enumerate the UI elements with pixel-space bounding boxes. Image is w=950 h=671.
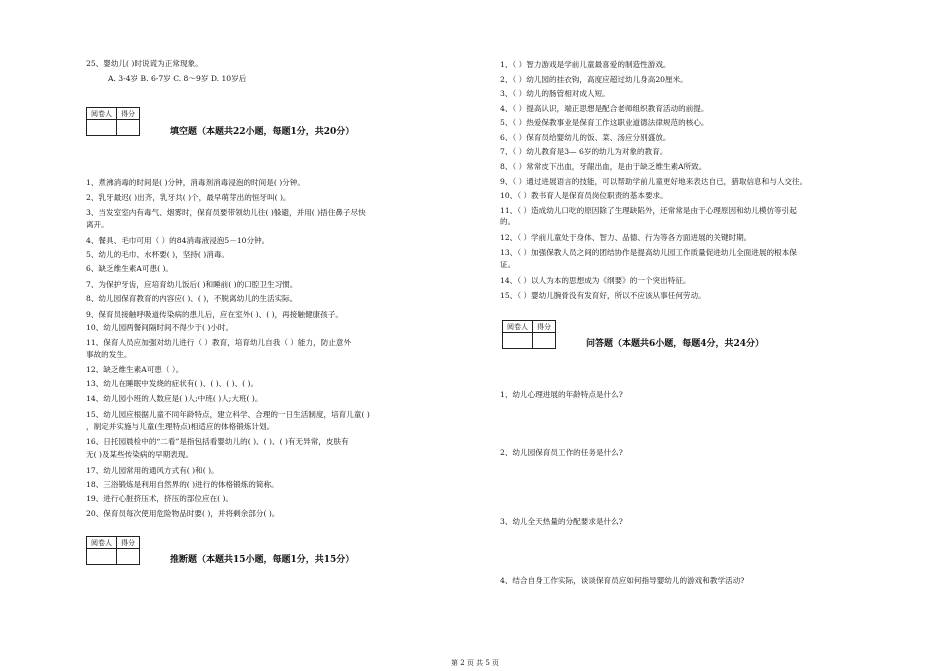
judge-question-line: 14、（ ）以人为本的思想成为《纲要》的一个突出特征。 [500, 276, 691, 285]
judge-question-line: 证。 [500, 260, 516, 269]
fill-question-line: 17、幼儿园常用的通风方式有( )和( )。 [86, 466, 219, 475]
score-header-score: 得分 [117, 537, 140, 549]
judge-question-line: 2、（ ）幼儿园的挂衣钩，高度应超过幼儿身高20厘米。 [500, 75, 688, 84]
judge-question-line: 5、（ ）热爱保教事业是保育工作这职业道德法律规范的核心。 [500, 118, 709, 127]
question-25-options: A. 3-4岁 B. 6-7岁 C. 8～9岁 D. 10岁后 [108, 74, 247, 83]
score-header-score: 得分 [533, 321, 556, 333]
score-cell [533, 333, 556, 349]
judge-question-line: 9、（ ）通过进展语言的技能，可以帮助学前儿童更好地来表达自已，猎取信息和与人交往。 [500, 177, 808, 186]
fill-question-line: 4、餐具、毛巾可用（ ）的84消毒液浸泡5－10分钟。 [86, 236, 270, 245]
fill-question-line: 10、幼儿园两餐间隔时间不得少于( )小时。 [86, 323, 234, 332]
fill-question-line: 事故的发生。 [86, 350, 132, 359]
judge-question-line: 8、（ ）常常皮下出血，牙龈出血，是由于缺乏维生素A所致。 [500, 162, 707, 171]
fill-question-line: 3、当发室室内有毒气、烟雾时，保育员要带领幼儿往( )躲避，并用( )捂住鼻子尽快 [86, 208, 366, 217]
qa-question-4: 4、结合自身工作实际，谈谈保育员应如何指导婴幼儿的游戏和教学活动? [500, 576, 745, 585]
fill-question-line: 6、缺乏维生素A可患( )。 [86, 264, 173, 273]
fill-question-line: 9、保育员接触呼吸道传染病的患儿后，应在室外( )、( )，再接触健康孩子。 [86, 310, 343, 319]
judge-score-box [86, 536, 140, 565]
score-cell [117, 549, 140, 565]
fill-question-line: 1、煮沸消毒的时间是( )分钟，消毒剂消毒浸泡的时间是( )分钟。 [86, 178, 305, 187]
grader-cell [87, 549, 117, 565]
fill-question-line: 12、缺乏维生素A可患（ ）。 [86, 365, 184, 374]
score-header-score: 得分 [117, 108, 140, 120]
judge-question-line: 6、（ ）保育员给婴幼儿的饭、菜、汤应分别盛放。 [500, 133, 671, 142]
judge-question-line: 的。 [500, 217, 516, 226]
judge-section-title: 推断题（本题共15小题，每题1分，共15分） [170, 555, 355, 565]
judge-question-line: 11、（ ）造成幼儿口吃的原因除了生理缺陷外，还常常是由于心理原因和幼儿模仿等引起 [500, 206, 797, 215]
fill-question-line: 11、保育人员应加强对幼儿进行（ ）教育，培育幼儿自我（ ）能力，防止意外 [86, 338, 352, 347]
fill-question-line: 2、乳牙最迟( )出齐，乳牙共( )个，最早萌芽出的恒牙叫( )。 [86, 193, 291, 202]
judge-question-line: 12、（ ）学前儿童处于身体、智力、品德、行为等各方面进展的关键时期。 [500, 233, 752, 242]
qa-question-3: 3、幼儿全天热量的分配要求是什么? [500, 517, 623, 526]
qa-question-1: 1、幼儿心理进展的年龄特点是什么? [500, 390, 623, 399]
fill-score-box [86, 107, 140, 136]
fill-question-line: 15、幼儿园应根据儿童不同年龄特点，建立科学、合理的一日生活制度，培育儿童( ) [86, 410, 370, 419]
fill-question-line: 无( )及某些传染病的早期表现。 [86, 450, 194, 459]
score-header-grader: 阅卷人 [87, 108, 117, 120]
fill-question-line: 19、进行心脏挤压术，挤压的部位应在( )。 [86, 494, 234, 503]
score-cell [117, 120, 140, 136]
judge-question-line: 1、（ ）智力游戏是学前儿童最喜爱的制造性游戏。 [500, 60, 671, 69]
score-header-grader: 阅卷人 [87, 537, 117, 549]
fill-question-line: 18、三浴锻炼是利用自然界的( )进行的体格锻炼的简称。 [86, 480, 279, 489]
score-header-grader: 阅卷人 [503, 321, 533, 333]
fill-question-line: ，制定并实施与儿童(生理特点)相适应的体格锻炼计划。 [86, 422, 275, 431]
judge-question-line: 13、（ ）加强保教人员之间的团结协作是提高幼儿园工作质量促进幼儿全面进展的根本保 [500, 248, 797, 257]
fill-question-line: 20、保育员每次使用危险物品时要( )，并将剩余部分( )。 [86, 509, 280, 518]
fill-question-line: 13、幼儿在睡眠中发烧的症状有( )、( )、( )、( )。 [86, 379, 259, 388]
judge-question-line: 3、（ ）幼儿的肠管相对成人短。 [500, 89, 610, 98]
grader-cell [87, 120, 117, 136]
judge-question-line: 15、（ ）婴幼儿腕骨没有发育好，所以不应该从事任何劳动。 [500, 291, 706, 300]
fill-question-line: 16、日托园晨检中的“二看”是指包括看婴幼儿的( )、( )、( )有无异常，皮肤有 [86, 437, 349, 446]
fill-question-line: 离开。 [86, 220, 109, 229]
question-25-stem: 25、婴幼儿( )时说谎为正常现象。 [86, 59, 203, 68]
fill-question-line: 8、幼儿园保育教育的内容应( )、( )，不脱离幼儿的生活实际。 [86, 294, 298, 303]
qa-section-title: 问答题（本题共6小题，每题4分，共24分） [586, 339, 765, 349]
judge-question-line: 7、（ ）幼儿教育是3— 6岁的幼儿为对象的教育。 [500, 147, 668, 156]
fill-section-title: 填空题（本题共22小题，每题1分，共20分） [170, 127, 355, 137]
grader-cell [503, 333, 533, 349]
fill-question-line: 14、幼儿园小班的人数应是( )人;中班( )人;大班( )。 [86, 394, 263, 403]
page-footer: 第 2 页 共 5 页 [450, 659, 500, 667]
judge-question-line: 4、（ ）提高认识，端正思想是配合老师组织教育活动的前提。 [500, 104, 709, 113]
judge-question-line: 10、（ ）教书育人是保育员岗位职责的基本要求。 [500, 191, 668, 200]
fill-question-line: 5、幼儿的毛巾、水杯要( )，坚持( )消毒。 [86, 250, 230, 259]
qa-question-2: 2、幼儿园保育员工作的任务是什么? [500, 448, 623, 457]
fill-question-line: 7、为保护牙齿，应培育幼儿饭后( )和睡前( )的口腔卫生习惯。 [86, 280, 298, 289]
qa-score-box [502, 320, 556, 349]
